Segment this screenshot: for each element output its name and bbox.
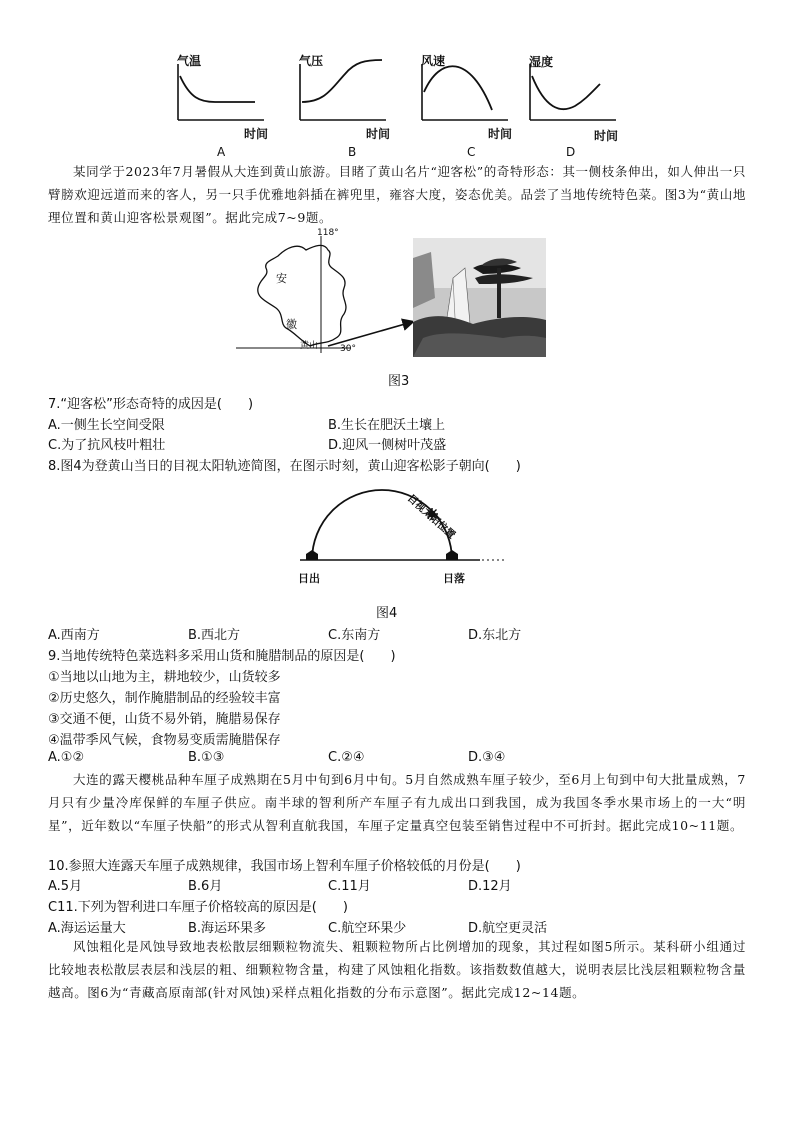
- q9-option-c: C.②④: [328, 750, 365, 765]
- q7-option-a: A.一侧生长空间受限: [48, 418, 165, 433]
- q8-option-c: C.东南方: [328, 628, 381, 643]
- q10-stem: 10.参照大连露天车厘子成熟规律，我国市场上智利车厘子价格较低的月份是( ): [48, 859, 521, 874]
- fig3-longitude: 118°: [317, 228, 339, 238]
- q9-option-b: B.①③: [188, 750, 225, 765]
- graph-a-ylabel: 气温: [177, 54, 202, 68]
- welcoming-pine-photo: [413, 238, 546, 357]
- q9-stem: 9.当地传统特色菜选料多采用山货和腌腊制品的原因是( ): [48, 649, 396, 664]
- intro-paragraph-3: 风蚀粗化是风蚀导致地表松散层细颗粒物流失、粗颗粒物所占比例增加的现象，其过程如图5所示。某科研小组通过比较地表松散层表层和浅层的粗、细颗粒物含量，构建了风蚀粗化指数。该指数数值越大，说明表层比浅层粗颗粒物含量越高。图6为“青藏高原南部(针对风蚀)采样点粗化指数的分布示意图”。据此完成12~14题。: [48, 939, 746, 1000]
- q7-option-b: B.生长在肥沃土壤上: [328, 418, 446, 433]
- fig4-sun-path: [290, 476, 520, 586]
- graph-b-xlabel: 时间: [366, 127, 391, 141]
- q8-stem: 8.图4为登黄山当日的目视太阳轨迹简图，在图示时刻，黄山迎客松影子朝向( ): [48, 459, 521, 474]
- graph-c: [422, 64, 508, 120]
- fig4-sun-label: 目视太阳位置: [404, 492, 457, 542]
- graph-a-xlabel: 时间: [244, 127, 269, 141]
- q9-item-3: ③交通不便，山货不易外销，腌腊易保存: [48, 712, 281, 727]
- q7-stem: 7.“迎客松”形态奇特的成因是( ): [48, 397, 254, 412]
- q9-item-4: ④温带季风气候，食物易变质需腌腊保存: [48, 733, 281, 748]
- graph-d: [530, 64, 616, 120]
- q10-option-c: C.11月: [328, 879, 371, 894]
- q9-item-1: ①当地以山地为主，耕地较少，山货较多: [48, 670, 281, 685]
- q7-option-c: C.为了抗风枝叶粗壮: [48, 438, 166, 453]
- q10-option-a: A.5月: [48, 879, 83, 894]
- q9-item-2: ②历史悠久，制作腌腊制品的经验较丰富: [48, 691, 281, 706]
- q8-option-d: D.东北方: [468, 628, 522, 643]
- fig3-latitude: 30°: [340, 344, 356, 354]
- fig4-caption: 图4: [376, 606, 398, 621]
- q11-option-c: C.航空环果少: [328, 921, 407, 936]
- graph-d-ylabel: 湿度: [529, 55, 554, 69]
- intro-paragraph-2: 大连的露天樱桃品种车厘子成熟期在5月中旬到6月中旬。5月自然成熟车厘子较少，至6月上旬到中旬大批量成熟，7月只有少量冷库保鲜的车厘子供应。南半球的智利所产车厘子有九成出口到我国，成为我国冬季水果市场上的一大“明星”，近年数以“车厘子快船”的形式从智利直航我国，车厘子定量真空包装至销售过程中不可折封。据此完成10~11题。: [48, 772, 746, 833]
- q11-option-a: A.海运运量大: [48, 921, 126, 936]
- fig3-province-char-2: 徽: [286, 318, 297, 331]
- q9-option-a: A.①②: [48, 750, 85, 765]
- graph-d-xlabel: 时间: [594, 129, 619, 143]
- graph-b: [300, 60, 386, 120]
- fig4-sunrise-label: 日出: [298, 572, 320, 585]
- fig4-sunset-label: 日落: [443, 572, 465, 585]
- fig3-province-char-1: 安: [276, 272, 287, 285]
- option-graphs: [160, 48, 630, 158]
- q11-option-d: D.航空更灵活: [468, 921, 548, 936]
- graph-d-letter: D: [566, 145, 576, 159]
- fig3-caption: 图3: [388, 374, 410, 389]
- graph-b-ylabel: 气压: [299, 54, 324, 68]
- graph-a: [178, 64, 264, 120]
- q11-stem: C11.下列为智利进口车厘子价格较高的原因是( ): [48, 900, 348, 915]
- q10-option-d: D.12月: [468, 879, 512, 894]
- q7-option-d: D.迎风一侧树叶茂盛: [328, 438, 447, 453]
- graph-a-letter: A: [217, 145, 226, 159]
- graph-b-letter: B: [348, 145, 357, 159]
- q8-option-a: A.西南方: [48, 628, 100, 643]
- intro-paragraph-1: 某同学于2023年7月暑假从大连到黄山旅游。目睹了黄山名片“迎客松”的奇特形态：其一侧枝条伸出，如人伸出一只臂膀欢迎远道而来的客人，另一只手优雅地斜插在裤兜里，雍容大度，姿态优美。品尝了当地传统特色菜。图3为“黄山地理位置和黄山迎客松景观图”。据此完成7~9题。: [48, 164, 746, 225]
- q9-option-d: D.③④: [468, 750, 506, 765]
- graph-c-letter: C: [467, 145, 476, 159]
- graph-c-ylabel: 风速: [421, 54, 446, 68]
- q8-option-b: B.西北方: [188, 628, 241, 643]
- q11-option-b: B.海运环果多: [188, 921, 267, 936]
- fig3-huangshan-label: 黄山: [300, 341, 319, 351]
- q10-option-b: B.6月: [188, 879, 223, 894]
- graph-c-xlabel: 时间: [488, 127, 513, 141]
